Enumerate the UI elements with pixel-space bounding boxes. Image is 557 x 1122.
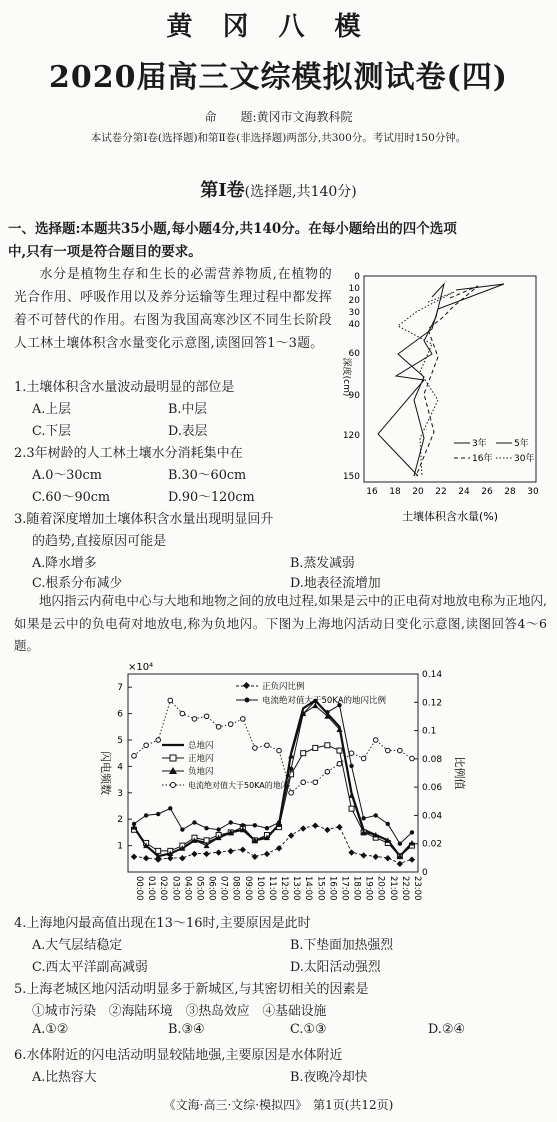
q5-option-b[interactable]: B.③④ bbox=[168, 1022, 205, 1037]
q6-option-a[interactable]: A.比热容大 bbox=[32, 1070, 97, 1085]
point-50ka bbox=[277, 748, 282, 753]
x-tick-label: 01:00 bbox=[146, 876, 157, 901]
point-ratio-pn bbox=[348, 849, 354, 855]
point-positive bbox=[349, 806, 354, 811]
soil-x-tick: 28 bbox=[504, 487, 516, 497]
point-ratio-50ka bbox=[374, 813, 378, 817]
y2-tick-label: 0 bbox=[422, 868, 428, 878]
point-50ka bbox=[289, 791, 294, 796]
lightning-chart bbox=[88, 660, 468, 910]
soil-x-tick: 16 bbox=[366, 487, 378, 497]
school-name: 黄冈八模 bbox=[166, 12, 391, 42]
point-50ka bbox=[216, 725, 221, 730]
y-tick-label: 1 bbox=[117, 841, 123, 852]
point-positive bbox=[204, 838, 209, 843]
x-tick-label: 20:00 bbox=[375, 876, 386, 901]
page-footer: 《文海·高三·文综·模拟四》 第1页(共12页) bbox=[163, 1098, 394, 1112]
point-ratio-pn bbox=[300, 825, 306, 831]
y-tick-label: 7 bbox=[117, 683, 123, 694]
q3-option-b[interactable]: B.蒸发减弱 bbox=[290, 556, 355, 571]
point-negative bbox=[349, 792, 355, 798]
x-tick-label: 04:00 bbox=[182, 876, 193, 901]
q1-option-b[interactable]: B.中层 bbox=[168, 402, 208, 417]
legend-marker-50ka bbox=[171, 783, 176, 788]
soil-curve-3yr bbox=[378, 284, 444, 476]
point-50ka bbox=[398, 748, 403, 753]
soil-y-tick: 10 bbox=[348, 284, 360, 294]
point-ratio-50ka bbox=[144, 813, 148, 817]
legend-marker-ratio-50ka bbox=[245, 698, 250, 703]
y2-tick-label: 0.1 bbox=[422, 726, 437, 737]
soil-y-tick: 60 bbox=[348, 349, 360, 359]
q4-option-d[interactable]: D.太阳活动强烈 bbox=[290, 960, 381, 975]
soil-moisture-chart bbox=[336, 262, 550, 532]
legend-label-5yr: 5年 bbox=[514, 439, 529, 449]
y-tick-label: 5 bbox=[117, 736, 123, 746]
point-ratio-pn bbox=[409, 856, 415, 862]
x-tick-label: 00:00 bbox=[134, 876, 145, 901]
point-50ka bbox=[385, 748, 390, 753]
point-ratio-50ka bbox=[289, 767, 293, 771]
x-tick-label: 16:00 bbox=[327, 876, 338, 901]
point-ratio-50ka bbox=[168, 806, 172, 810]
point-ratio-pn bbox=[288, 832, 294, 838]
point-ratio-pn bbox=[131, 854, 137, 860]
exam-title: 2020届高三文综模拟测试卷(四) bbox=[49, 60, 508, 95]
point-ratio-50ka bbox=[180, 827, 184, 831]
point-ratio-50ka bbox=[349, 764, 353, 768]
point-50ka bbox=[192, 717, 197, 722]
y2-tick-label: 0.04 bbox=[422, 811, 443, 822]
soil-x-axis-label: 土壤体积含水量(%) bbox=[401, 510, 499, 523]
section-heading bbox=[8, 218, 552, 263]
point-ratio-50ka bbox=[386, 822, 390, 826]
point-ratio-50ka bbox=[132, 822, 136, 826]
point-ratio-50ka bbox=[253, 823, 257, 827]
lightning-y-multiplier: ×10⁴ bbox=[128, 662, 154, 673]
soil-y-tick: 120 bbox=[342, 431, 360, 441]
x-tick-label: 11:00 bbox=[266, 876, 277, 901]
y2-tick-label: 0.08 bbox=[422, 754, 443, 765]
x-tick-label: 12:00 bbox=[279, 876, 290, 901]
soil-curve-5yr bbox=[398, 284, 504, 476]
q2-option-c[interactable]: C.60～90cm bbox=[32, 490, 111, 505]
x-tick-label: 10:00 bbox=[254, 876, 265, 901]
point-ratio-50ka bbox=[325, 710, 329, 714]
soil-x-tick: 30 bbox=[527, 487, 539, 497]
point-ratio-pn bbox=[373, 854, 379, 860]
question-3-stem-line2: 的趋势,直接原因可能是 bbox=[32, 534, 167, 549]
y2-tick-label: 0.14 bbox=[422, 670, 443, 680]
q1-option-c[interactable]: C.下层 bbox=[32, 424, 71, 439]
q5-items: ①城市污染 ②海陆环境 ③热岛效应 ④基础设施 bbox=[32, 1004, 327, 1019]
point-ratio-pn bbox=[324, 827, 330, 833]
q1-option-d[interactable]: D.表层 bbox=[168, 424, 208, 439]
point-ratio-50ka bbox=[229, 820, 233, 824]
point-50ka bbox=[325, 769, 330, 774]
point-ratio-50ka bbox=[277, 820, 281, 824]
point-ratio-pn bbox=[203, 851, 209, 857]
point-positive bbox=[156, 848, 161, 853]
legend-label-50ka: 电流绝对值大于50KA的地闪 bbox=[188, 781, 289, 790]
part-subtitle: (选择题,共140分) bbox=[244, 184, 357, 200]
point-ratio-pn bbox=[191, 851, 197, 857]
soil-y-tick: 20 bbox=[348, 296, 360, 306]
soil-y-tick: 90 bbox=[348, 391, 360, 401]
point-ratio-pn bbox=[228, 848, 234, 854]
point-50ka bbox=[240, 717, 245, 722]
x-tick-label: 05:00 bbox=[194, 876, 205, 901]
y-tick-label: 3 bbox=[117, 788, 123, 799]
point-50ka bbox=[168, 698, 173, 703]
point-50ka bbox=[156, 738, 161, 743]
legend-marker-positive bbox=[170, 755, 176, 761]
legend-label-negative: 负地闪 bbox=[188, 767, 214, 777]
q5-option-a[interactable]: A.①② bbox=[32, 1022, 69, 1037]
q3-option-a[interactable]: A.降水增多 bbox=[32, 556, 97, 571]
soil-y-axis-label: 深度(cm) bbox=[341, 357, 351, 397]
soil-x-tick: 22 bbox=[435, 487, 447, 497]
q2-option-b[interactable]: B.30～60cm bbox=[168, 468, 247, 483]
question-1-stem: 1.土壤体积含水量波动最明显的部位是 bbox=[14, 380, 235, 395]
legend-label-positive: 正地闪 bbox=[188, 754, 214, 764]
point-ratio-50ka bbox=[216, 827, 220, 831]
series-line-0 bbox=[134, 700, 412, 856]
x-tick-label: 15:00 bbox=[315, 876, 326, 901]
point-ratio-pn bbox=[264, 851, 270, 857]
x-tick-label: 07:00 bbox=[218, 876, 229, 901]
point-ratio-50ka bbox=[156, 812, 160, 816]
point-50ka bbox=[313, 780, 318, 785]
passage-1: 水分是植物生存和生长的必需营养物质,在植物的光合作用、呼吸作用以及养分运输等生理过程中都发挥着不可替代的作用。右图为我国高寒沙区不同生长阶段人工林土壤体积含水量变化示意图,读图回答1～3题。 bbox=[14, 267, 332, 351]
point-50ka bbox=[132, 754, 137, 759]
q3-option-c[interactable]: C.根系分布减少 bbox=[32, 576, 123, 591]
section-heading-line1: 一、选择题:本题共35小题,每小题4分,共140分。在每小题给出的四个选项 bbox=[8, 221, 457, 237]
y-tick-label: 4 bbox=[117, 762, 123, 773]
x-tick-label: 21:00 bbox=[387, 876, 398, 901]
x-tick-label: 09:00 bbox=[242, 876, 253, 901]
legend-label-16yr: 16年 bbox=[472, 454, 493, 464]
y-tick-label: 6 bbox=[117, 709, 123, 720]
x-tick-label: 03:00 bbox=[170, 876, 181, 901]
legend-label-ratio-pn: 正负闪比例 bbox=[262, 682, 305, 692]
point-positive bbox=[325, 743, 330, 748]
soil-y-tick: 40 bbox=[348, 320, 360, 330]
point-ratio-pn bbox=[360, 852, 366, 858]
point-ratio-50ka bbox=[398, 842, 402, 846]
point-50ka bbox=[253, 746, 258, 751]
q4-option-b[interactable]: B.下垫面加热强烈 bbox=[290, 938, 394, 953]
point-ratio-50ka bbox=[301, 711, 305, 715]
point-ratio-50ka bbox=[361, 816, 365, 820]
point-ratio-pn bbox=[336, 824, 342, 830]
series-line-1 bbox=[134, 745, 412, 856]
soil-x-tick: 20 bbox=[412, 487, 424, 497]
soil-x-tick: 18 bbox=[389, 487, 401, 497]
point-50ka bbox=[361, 756, 366, 761]
point-ratio-pn bbox=[312, 823, 318, 829]
point-positive bbox=[313, 745, 318, 750]
soil-x-tick: 26 bbox=[481, 487, 493, 497]
point-50ka bbox=[349, 751, 354, 756]
q6-option-b[interactable]: B.夜晚冷却快 bbox=[290, 1070, 368, 1085]
point-50ka bbox=[410, 756, 415, 761]
legend-label-ratio-50ka: 电流绝对值大于50KA的地闪比例 bbox=[262, 696, 387, 706]
x-tick-label: 18:00 bbox=[351, 876, 362, 901]
part-heading bbox=[0, 176, 557, 202]
point-50ka bbox=[144, 743, 149, 748]
exam-instructions: 本试卷分第Ⅰ卷(选择题)和第Ⅱ卷(非选择题)两部分,共300分。考试用时150分钟。 bbox=[90, 132, 467, 144]
passage-2: 地闪指云内荷电中心与大地和地物之间的放电过程,如果是云中的正电荷对地放电称为正地闪,如果是云中的负电荷对地放电,称为负地闪。下图为上海地闪活动日变化示意图,读图回答4～6题。 bbox=[14, 593, 547, 653]
x-tick-label: 17:00 bbox=[339, 876, 350, 901]
x-tick-label: 13:00 bbox=[291, 876, 302, 901]
point-50ka bbox=[301, 780, 306, 785]
question-6-stem: 6.水体附近的闪电活动明显较陆地强,主要原因是水体附近 bbox=[14, 1048, 343, 1063]
point-ratio-pn bbox=[240, 847, 246, 853]
x-tick-label: 02:00 bbox=[158, 876, 169, 901]
lightning-y2-axis-label: 比例值 bbox=[453, 756, 466, 790]
part-title: 第Ⅰ卷 bbox=[200, 180, 245, 201]
q2-option-d[interactable]: D.90～120cm bbox=[168, 490, 255, 505]
point-50ka bbox=[265, 743, 270, 748]
q2-option-a[interactable]: A.0～30cm bbox=[32, 468, 102, 483]
soil-y-tick: 0 bbox=[354, 272, 360, 282]
y-tick-label: 2 bbox=[117, 815, 123, 826]
point-ratio-pn bbox=[397, 861, 403, 867]
point-ratio-50ka bbox=[410, 830, 414, 834]
point-ratio-pn bbox=[385, 855, 391, 861]
q4-option-c[interactable]: C.西太平洋副高减弱 bbox=[32, 960, 148, 975]
x-tick-label: 14:00 bbox=[303, 876, 314, 901]
question-5-stem: 5.上海老城区地闪活动明显多于新城区,与其密切相关的因素是 bbox=[14, 982, 369, 997]
question-4-stem: 4.上海地闪最高值出现在13～16时,主要原因是此时 bbox=[14, 916, 311, 931]
legend-label-30yr: 30年 bbox=[514, 454, 535, 464]
author-line: 命 题:黄冈市文海教科院 bbox=[204, 110, 353, 124]
x-tick-label: 08:00 bbox=[230, 876, 241, 901]
soil-chart-legend bbox=[454, 437, 534, 464]
x-tick-label: 22:00 bbox=[399, 876, 410, 901]
x-tick-label: 19:00 bbox=[363, 876, 374, 901]
point-50ka bbox=[180, 711, 185, 716]
soil-x-tick: 24 bbox=[458, 487, 470, 497]
point-50ka bbox=[228, 722, 233, 727]
legend-marker-ratio-pn bbox=[243, 682, 250, 689]
point-ratio-50ka bbox=[204, 826, 208, 830]
point-50ka bbox=[204, 714, 209, 719]
lightning-x-ticks bbox=[134, 876, 422, 901]
legend-label-total: 总地闪 bbox=[188, 741, 214, 751]
x-tick-label: 23:00 bbox=[411, 876, 422, 901]
point-ratio-50ka bbox=[241, 823, 245, 827]
point-ratio-50ka bbox=[192, 820, 196, 824]
point-ratio-50ka bbox=[265, 826, 269, 830]
y2-tick-label: 0.02 bbox=[422, 839, 443, 850]
y2-tick-label: 0.06 bbox=[422, 783, 443, 794]
lightning-y-ticks bbox=[117, 683, 132, 851]
q3-option-d[interactable]: D.地表径流增加 bbox=[290, 576, 381, 591]
point-50ka bbox=[337, 761, 342, 766]
q1-option-a[interactable]: A.上层 bbox=[32, 402, 71, 417]
section-heading-line2: 中,只有一项是符合题目的要求。 bbox=[8, 243, 202, 260]
point-ratio-pn bbox=[179, 855, 185, 861]
soil-chart-frame bbox=[364, 276, 536, 482]
x-tick-label: 06:00 bbox=[206, 876, 217, 901]
series-line-3 bbox=[134, 700, 412, 792]
question-3-stem-line1: 3.随着深度增加土壤体积含水量出现明显回升 bbox=[14, 512, 274, 527]
q5-option-d[interactable]: D.②④ bbox=[428, 1022, 465, 1037]
point-50ka bbox=[373, 738, 378, 743]
q4-option-a[interactable]: A.大气层结稳定 bbox=[32, 938, 123, 953]
soil-curve-30yr bbox=[398, 292, 454, 476]
soil-y-tick: 30 bbox=[348, 308, 360, 318]
q5-option-c[interactable]: C.①③ bbox=[290, 1022, 327, 1037]
y2-tick-label: 0.12 bbox=[422, 698, 443, 709]
point-ratio-pn bbox=[252, 854, 258, 860]
point-ratio-pn bbox=[143, 855, 149, 861]
legend-label-3yr: 3年 bbox=[472, 439, 487, 449]
point-positive bbox=[301, 751, 306, 756]
soil-y-tick: 150 bbox=[342, 472, 360, 482]
point-ratio-pn bbox=[215, 849, 221, 855]
lightning-y-axis-label: 闪电频数 bbox=[99, 751, 112, 795]
point-positive bbox=[337, 748, 342, 753]
soil-x-ticks bbox=[366, 487, 539, 497]
question-2-stem: 2.3年树龄的人工林土壤水分消耗集中在 bbox=[14, 446, 243, 461]
